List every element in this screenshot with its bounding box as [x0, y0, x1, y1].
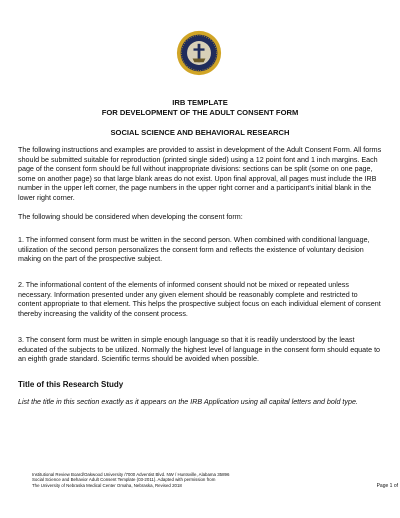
research-category-heading: SOCIAL SCIENCE AND BEHAVIORAL RESEARCH [110, 128, 290, 137]
guideline-3: 3. The consent form must be written in simple enough language so that it is readily understood by the least educated of the subjects to be utilized. Normally the highest level of language in the consent form should equate to an eighth grade standard. Scientific terms should be avoided when possible. [18, 336, 381, 363]
section-instruction: List the title in this section exactly as it appears on the IRB Application using all capital letters and bold type. [18, 398, 358, 406]
university-seal-icon [176, 30, 222, 76]
footer-line-2: Social Science and Behavior Adult Consent Template (03-2011). Adapted with permission from [32, 477, 216, 483]
intro-paragraph: The following instructions and examples are provided to assist in development of the Adult Consent Form. All forms should be submitted suitable for reproduction (printed single sided) using a 12 point font and 1 inch margins. Each page of the consent form should be full without inappropriate divisions: sections can be split (some on one page, some on another page) so that large blank areas do not exist. Upon final approval, all pages must include the IRB number in the upper left corner, the page numbers in the upper right corner and a participant's initial blank in the lower right corner. [18, 146, 382, 202]
considerations-intro: The following should be considered when developing the consent form: [18, 213, 243, 221]
footer-line-3: The University of Nebraska Medical Center Omaha, Nebraska, Revised 2018 [32, 482, 182, 488]
page-number: Page 1 of [376, 483, 398, 489]
section-title: Title of this Research Study [18, 380, 124, 389]
template-title: IRB TEMPLATE [172, 98, 228, 107]
template-subtitle: FOR DEVELOPMENT OF THE ADULT CONSENT FORM [101, 108, 299, 117]
guideline-1: 1. The informed consent form must be written in the second person. When combined with conditional language, utilization of the second person personalizes the consent form and reflects the existence of voluntary decision making on the part of the prospective subject. [18, 236, 370, 263]
page-footer [32, 472, 229, 488]
guideline-2: 2. The informational content of the elements of informed consent should not be mixed or repeated unless necessary. Information presented under any given element should be reasonably complete and restricted to content appropriate to that element. This helps the prospective subject focus on each individual element of consent thereby increasing the validity of the consent process. [18, 281, 381, 318]
footer-line-1: Institutional Review Board/Oakwood University /7000 Adventist Blvd. NW / Huntsville, Alabama 35896 [32, 472, 230, 477]
